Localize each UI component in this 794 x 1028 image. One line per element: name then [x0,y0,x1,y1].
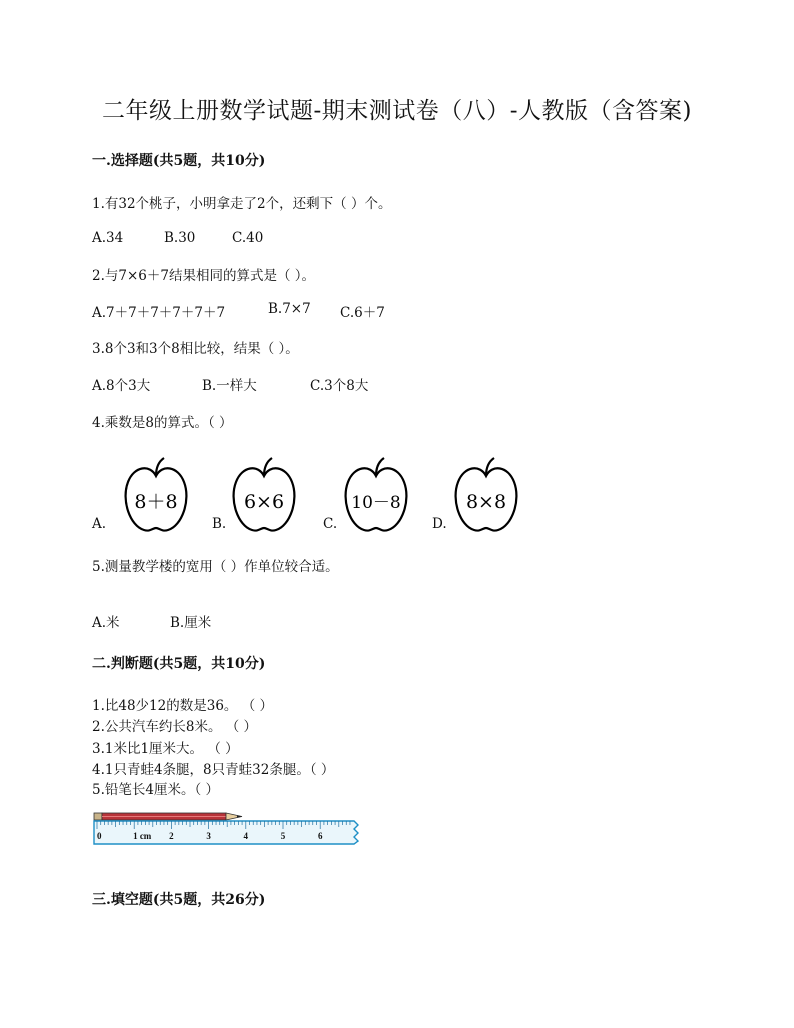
option-d-label: D. [432,516,447,532]
apple-expression: 8×8 [465,491,507,513]
question-4: 4.乘数是8的算式。（ ） [92,415,233,431]
option-c: C.3个8大 [310,378,369,394]
question-1-options [92,230,263,246]
question-3-options [92,374,368,394]
option-b: B.7×7 [268,301,311,317]
option-c: C.40 [232,230,264,246]
judge-item-2: 2.公共汽车约长8米。 （ ） [92,719,258,735]
option-a: A.34 [92,230,124,246]
ruler-pencil-illustration [92,808,364,848]
option-a: A.米 [92,615,120,631]
section-heading-judge: 二.判断题(共5题，共10分) [92,656,266,672]
apple-expression: 6×6 [243,491,285,513]
ruler-label: 2 [169,831,174,841]
question-5-options [92,611,211,631]
judge-item-5: 5.铅笔长4厘米。（ ） [92,782,220,798]
section-heading-choice: 一.选择题(共5题，共10分) [92,153,266,169]
apple-option-a [120,456,192,536]
option-a-label: A. [92,516,107,532]
apple-expression: 10－8 [351,493,401,513]
option-b-label: B. [212,516,227,532]
page-title: 二年级上册数学试题-期末测试卷（八）-人教版（含答案) [101,98,693,124]
judge-item-4: 4.1只青蛙4条腿，8只青蛙32条腿。（ ） [92,762,335,778]
option-b: B.30 [164,230,196,246]
question-4-options [92,456,552,536]
ruler-label: 0 [97,831,102,841]
option-c-label: C. [323,516,338,532]
ruler-label: 6 [317,831,323,841]
ruler-label: 1 cm [133,831,152,841]
option-c: C.6＋7 [340,305,385,321]
question-3: 3.8个3和3个8相比较，结果（ ）。 [92,341,299,357]
apple-expression: 8＋8 [134,491,178,513]
question-5: 5.测量教学楼的宽用（ ）作单位较合适。 [92,559,339,575]
option-a: A.8个3大 [92,378,151,394]
section-heading-fill: 三.填空题(共5题，共26分) [92,892,266,908]
option-b: B.一样大 [202,378,257,394]
apple-option-b [228,456,300,536]
judge-item-3: 3.1米比1厘米大。 （ ） [92,741,239,757]
ruler-label: 4 [243,831,249,841]
ruler-label: 5 [280,831,286,841]
pencil-icon [94,813,242,820]
question-1: 1.有32个桃子，小明拿走了2个，还剩下（ ）个。 [92,196,392,212]
apple-option-d [450,456,522,536]
judge-item-1: 1.比48少12的数是36。 （ ） [92,698,273,714]
option-b: B.厘米 [170,615,212,631]
apple-option-c [340,456,412,536]
question-2: 2.与7×6＋7结果相同的算式是（ ）。 [92,268,316,284]
question-2-options [92,301,385,321]
ruler-label: 3 [206,831,211,841]
option-a: A.7＋7＋7＋7＋7＋7 [92,305,226,321]
